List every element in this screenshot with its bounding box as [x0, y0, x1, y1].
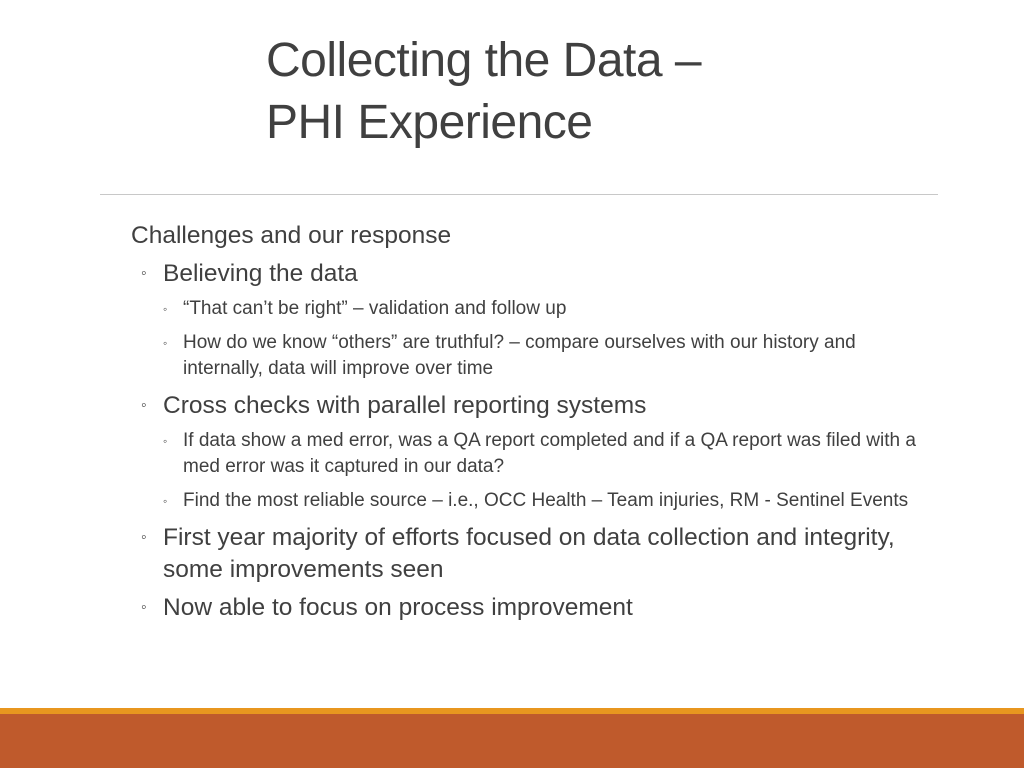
bullet-list [131, 258, 931, 624]
title-divider [100, 194, 938, 195]
sub-bullet-item [163, 330, 931, 382]
title-line-1: Collecting the Data – [266, 34, 702, 87]
circle-bullet-icon: ◦ [141, 529, 147, 546]
sub-bullet-list [163, 296, 931, 382]
sub-bullet-text: How do we know “others” are truthful? – compare ourselves with our history and internally, data will improve over time [183, 332, 856, 379]
footer-band [0, 714, 1024, 768]
bullet-text: Believing the data [163, 260, 358, 287]
sub-bullet-text: “That can’t be right” – validation and follow up [183, 298, 567, 319]
slide-body [131, 220, 931, 630]
sub-bullet-item [163, 428, 931, 480]
bullet-item [131, 390, 931, 514]
sub-bullet-item [163, 296, 931, 322]
bullet-text: Cross checks with parallel reporting systems [163, 392, 647, 419]
bullet-text: First year majority of efforts focused on data collection and integrity, some improvements seen [163, 524, 895, 583]
title-line-2: PHI Experience [266, 96, 593, 149]
level0-heading: Challenges and our response [131, 222, 452, 249]
bullet-text: Now able to focus on process improvement [163, 594, 633, 621]
bullet-item [131, 258, 931, 382]
sub-bullet-list [163, 428, 931, 514]
bullet-item [131, 592, 931, 624]
circle-bullet-icon: ◦ [163, 336, 168, 350]
sub-bullet-text: Find the most reliable source – i.e., OCC Health – Team injuries, RM - Sentinel Events [183, 490, 909, 511]
circle-bullet-icon: ◦ [141, 599, 147, 616]
circle-bullet-icon: ◦ [141, 397, 147, 414]
sub-bullet-text: If data show a med error, was a QA report completed and if a QA report was filed with a med error was it captured in our data? [183, 430, 916, 477]
circle-bullet-icon: ◦ [163, 302, 168, 316]
circle-bullet-icon: ◦ [163, 494, 168, 508]
sub-bullet-item [163, 488, 931, 514]
circle-bullet-icon: ◦ [141, 265, 147, 282]
bullet-item [131, 522, 931, 586]
slide-title [266, 30, 946, 154]
circle-bullet-icon: ◦ [163, 434, 168, 448]
